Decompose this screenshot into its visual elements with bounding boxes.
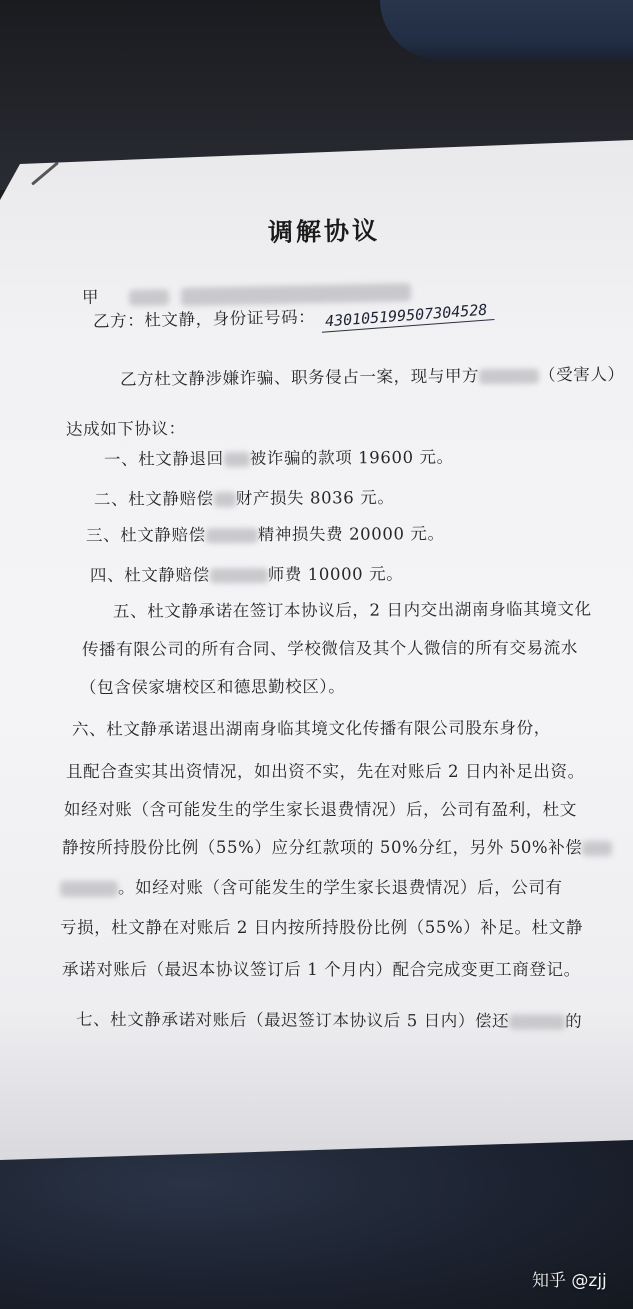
clause-3-text-b: 精神损失费 20000 元。 xyxy=(257,524,445,545)
clause-6-text-7: 承诺对账后（最迟本协议签订后 1 个月内）配合完成变更工商登记。 xyxy=(62,960,581,979)
redacted-clause-2 xyxy=(214,492,236,507)
chair-edge xyxy=(380,0,633,60)
clause-7-text-a: 七、杜文静承诺对账后（最迟签订本协议后 5 日内）偿还 xyxy=(75,1010,510,1031)
clause-4 xyxy=(90,560,403,586)
clause-5-text-2: 传播有限公司的所有合同、学校微信及其个人微信的所有交易流水 xyxy=(81,638,578,659)
redacted-clause-6-b xyxy=(60,881,118,897)
party-a-prefix: 甲 xyxy=(81,287,100,307)
redacted-party-a xyxy=(129,289,169,306)
clause-6-line-1 xyxy=(72,714,551,740)
clause-5-text-1: 五、杜文静承诺在签订本协议后，2 日内交出湖南身临其境文化 xyxy=(112,599,592,621)
clause-3-text-a: 三、杜文静赔偿 xyxy=(85,525,206,545)
watermark-site: 知乎 xyxy=(532,1271,566,1291)
clause-5-line-3 xyxy=(80,673,345,698)
clause-6-text-5: 。如经对账（含可能发生的学生家长退费情况）后，公司有 xyxy=(118,878,563,897)
clause-1 xyxy=(104,444,454,470)
clause-5-line-2 xyxy=(82,634,578,660)
clause-2 xyxy=(94,484,395,510)
clause-6-line-2 xyxy=(66,758,585,782)
clause-2-text-a: 二、杜文静赔偿 xyxy=(93,489,214,509)
clause-5-text-3: （包含侯家塘校区和德思勤校区）。 xyxy=(79,677,346,697)
clause-6-text-4: 静按所持股份比例（55%）应分红款项的 50%分红，另外 50%补偿 xyxy=(62,838,583,857)
clause-6-text-1: 六、杜文静承诺退出湖南身临其境文化传播有限公司股东身份， xyxy=(71,718,551,739)
party-b-label: 乙方：杜文静，身份证号码： xyxy=(92,307,316,331)
clause-6-line-4 xyxy=(62,834,612,858)
clause-2-text-b: 财产损失 8036 元。 xyxy=(235,487,395,509)
clause-6-text-2: 且配合查实其出资情况，如出资不实，先在对账后 2 日内补足出资。 xyxy=(66,762,585,781)
intro-line-2 xyxy=(66,415,186,440)
intro-text-b: （受害人） xyxy=(539,364,625,385)
redacted-clause-6-a xyxy=(582,841,612,856)
clause-6-line-5 xyxy=(60,874,563,898)
clause-7 xyxy=(76,1006,582,1032)
redacted-clause-4 xyxy=(210,568,268,583)
redacted-clause-7 xyxy=(509,1015,565,1030)
clause-7-text-b: 的 xyxy=(565,1011,583,1031)
clause-5-line-1 xyxy=(113,595,592,622)
watermark xyxy=(532,1266,607,1291)
party-b-id-handwritten: 430105199507304528 xyxy=(321,300,495,333)
clause-6-line-7 xyxy=(62,956,581,980)
intro-text-2: 达成如下协议： xyxy=(65,418,186,439)
redacted-victim xyxy=(479,369,539,385)
clause-1-text-b: 被诈骗的款项 19600 元。 xyxy=(249,447,454,468)
clause-6-text-6: 亏损，杜文静在对账后 2 日内按所持股份比例（55%）补足。杜文静 xyxy=(60,918,583,937)
clause-6-line-3 xyxy=(64,796,577,820)
clause-4-text-a: 四、杜文静赔偿 xyxy=(89,565,210,585)
redacted-clause-3 xyxy=(206,528,258,543)
intro-text-a: 乙方杜文静涉嫌诈骗、职务侵占一案，现与甲方 xyxy=(119,366,480,389)
clause-6-line-6 xyxy=(60,914,583,938)
clause-6-text-3: 如经对账（含可能发生的学生家长退费情况）后，公司有盈利，杜文 xyxy=(64,800,577,819)
clause-4-text-b: 师费 10000 元。 xyxy=(267,564,404,585)
document-title: 调解协议 xyxy=(267,216,381,247)
redacted-clause-1 xyxy=(224,452,250,467)
clause-3 xyxy=(86,520,445,546)
clause-1-text-a: 一、杜文静退回 xyxy=(103,449,224,469)
watermark-user: @zjj xyxy=(571,1271,607,1291)
